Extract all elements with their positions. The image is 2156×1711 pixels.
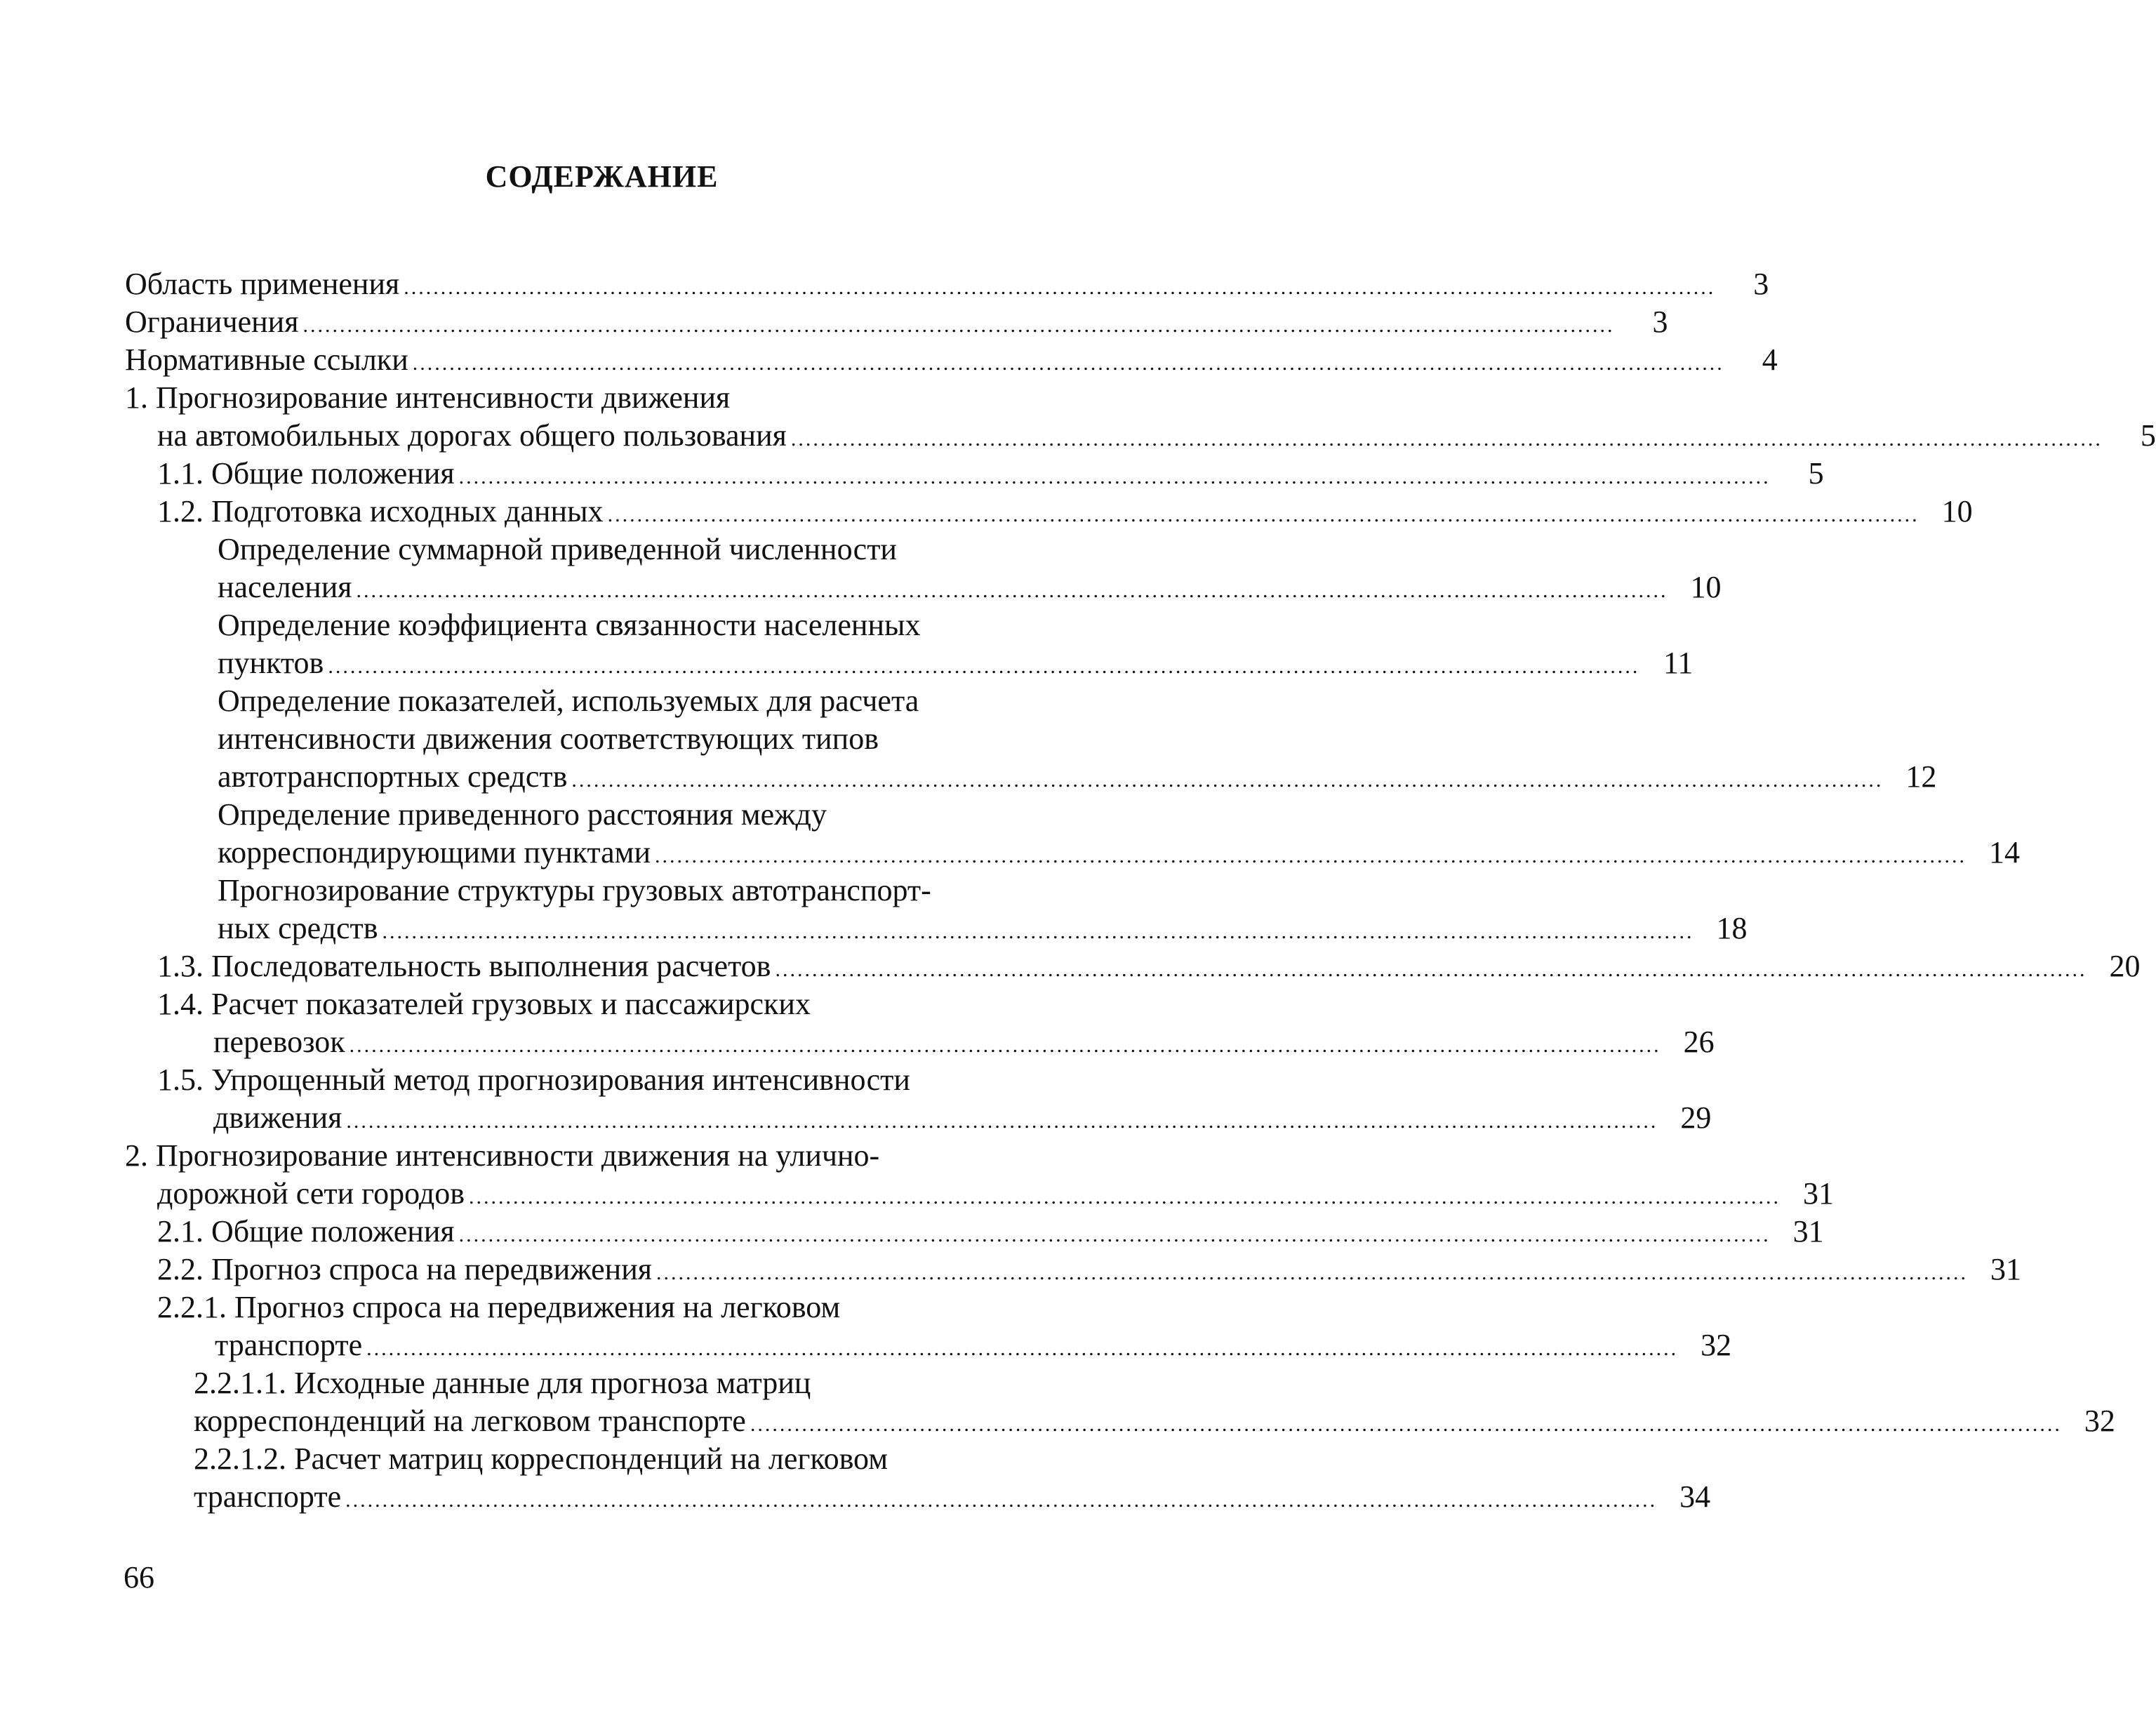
- toc-entry-title: перевозок: [213, 1025, 345, 1059]
- toc-entry: [213, 1023, 1715, 1061]
- toc-leader-dots: ..................................................................................................................................................................................: [302, 314, 1615, 337]
- toc-entry: [157, 947, 2141, 985]
- toc-entry-page: 32: [1701, 1328, 1732, 1362]
- toc-entry: [157, 1251, 2022, 1289]
- toc-leader-dots: ..................................................................................................................................................................................: [349, 1034, 1661, 1057]
- toc-entry-title: автотранспортных средств: [218, 759, 568, 794]
- toc-leader-dots: ..................................................................................................................................................................................: [790, 427, 2103, 451]
- toc-entry-title: Ограничения: [125, 305, 299, 339]
- toc-leader-dots: ..................................................................................................................................................................................: [607, 503, 1919, 526]
- toc-entry-title: Определение суммарной приведенной численности: [218, 532, 897, 566]
- toc-entry-title: 1.1. Общие положения: [157, 456, 455, 491]
- toc-entry: [218, 796, 831, 834]
- toc-entry-title: 2.1. Общие положения: [157, 1214, 455, 1249]
- toc-entry-page: 26: [1683, 1025, 1715, 1059]
- toc-entry: [218, 910, 1748, 947]
- toc-entry-title: дорожной сети городов: [157, 1176, 465, 1211]
- toc-entry: [218, 682, 923, 720]
- toc-entry-title: интенсивности движения соответствующих типов: [218, 721, 879, 756]
- toc-entry-title: 1.2. Подготовка исходных данных: [157, 494, 604, 528]
- toc-leader-dots: ..................................................................................................................................................................................: [571, 768, 1884, 792]
- toc-entry-title: транспорте: [215, 1328, 363, 1362]
- toc-leader-dots: ..................................................................................................................................................................................: [328, 655, 1640, 678]
- toc-entry: [157, 493, 1973, 531]
- page-number: 66: [124, 1560, 154, 1595]
- toc-entry-page: 5: [2140, 418, 2156, 453]
- toc-entry: [157, 417, 2156, 455]
- toc-entry-title: 1.4. Расчет показателей грузовых и пассажирских: [157, 987, 811, 1021]
- toc-entry-title: транспорте: [194, 1479, 342, 1514]
- toc-entry-title: Определение приведенного расстояния между: [218, 797, 827, 832]
- toc-entry-page: 20: [2109, 949, 2141, 983]
- toc-entry: [218, 872, 936, 910]
- toc-entry-page: 3: [1753, 267, 1769, 301]
- toc-entry-title: Определение коэффициента связанности населенных: [218, 608, 921, 642]
- toc-entry-title: Прогнозирование структуры грузовых автотранспорт-: [218, 873, 931, 907]
- toc-entry: [125, 303, 1668, 341]
- toc-entry: [157, 455, 1824, 493]
- toc-leader-dots: ..................................................................................................................................................................................: [356, 579, 1668, 602]
- toc-entry-page: 34: [1679, 1479, 1711, 1514]
- toc-entry-title: движения: [213, 1100, 342, 1135]
- toc-entry-page: 18: [1716, 911, 1748, 945]
- toc-leader-dots: ..................................................................................................................................................................................: [458, 1223, 1771, 1246]
- toc-entry-page: 29: [1680, 1100, 1712, 1135]
- toc-entry: [157, 1061, 914, 1099]
- toc-leader-dots: ..................................................................................................................................................................................: [346, 1110, 1658, 1133]
- toc-entry-page: 10: [1941, 494, 1973, 528]
- toc-entry-title: 2.2.1. Прогноз спроса на передвижения на легковом: [157, 1290, 841, 1324]
- toc-entry: [218, 834, 2021, 872]
- toc-leader-dots: ..................................................................................................................................................................................: [655, 844, 1967, 867]
- toc-entry-page: 12: [1905, 759, 1937, 794]
- toc-entry: [125, 341, 1778, 379]
- toc-entry: [218, 606, 925, 644]
- toc-entry-title: 2. Прогнозирование интенсивности движения на улично-: [125, 1138, 880, 1173]
- toc-entry: [218, 568, 1722, 606]
- toc-leader-dots: ..................................................................................................................................................................................: [366, 1337, 1679, 1360]
- toc-entry-title: корреспондирующими пунктами: [218, 835, 651, 870]
- toc-leader-dots: ..................................................................................................................................................................................: [412, 352, 1724, 375]
- toc-entry: [218, 720, 883, 758]
- toc-entry-title: населения: [218, 570, 352, 604]
- toc-entry-page: 4: [1762, 342, 1778, 377]
- toc-entry: [157, 1175, 1835, 1213]
- toc-leader-dots: ..................................................................................................................................................................................: [750, 1413, 2062, 1436]
- toc-entry: [157, 1289, 844, 1326]
- toc-leader-dots: ..................................................................................................................................................................................: [458, 465, 1771, 488]
- toc-entry-page: 32: [2084, 1404, 2115, 1438]
- toc-entry-title: ных средств: [218, 911, 378, 945]
- toc-entry: [194, 1440, 892, 1478]
- toc-entry-title: корреспонденций на легковом транспорте: [194, 1404, 746, 1438]
- toc-entry-title: Область применения: [125, 267, 400, 301]
- toc-entry: [215, 1326, 1732, 1364]
- toc-leader-dots: ..................................................................................................................................................................................: [775, 958, 2087, 981]
- toc-entry: [194, 1364, 815, 1402]
- toc-entry-title: 1.3. Последовательность выполнения расчетов: [157, 949, 771, 983]
- toc-entry-title: Определение показателей, используемых для расчета: [218, 684, 919, 718]
- toc-entry-page: 31: [1792, 1214, 1824, 1249]
- toc-entry: [194, 1478, 1711, 1516]
- toc-entry: [213, 1099, 1712, 1137]
- toc-entry: [218, 531, 901, 568]
- toc-entry-title: 1.5. Упрощенный метод прогнозирования интенсивности: [157, 1063, 910, 1097]
- toc-leader-dots: ..................................................................................................................................................................................: [469, 1185, 1781, 1209]
- toc-leader-dots: ..................................................................................................................................................................................: [382, 920, 1694, 943]
- toc-entry-page: 3: [1652, 305, 1668, 339]
- toc-entry: [125, 265, 1769, 303]
- toc-entry: [125, 1137, 884, 1175]
- toc-entry-page: 31: [1990, 1252, 2022, 1286]
- toc-entry: [125, 379, 734, 417]
- toc-entry-title: Нормативные ссылки: [125, 342, 408, 377]
- toc-entry-page: 5: [1808, 456, 1824, 491]
- toc-entry: [218, 644, 1693, 682]
- toc-leader-dots: ..................................................................................................................................................................................: [404, 276, 1716, 299]
- toc-leader-dots: ..................................................................................................................................................................................: [345, 1489, 1658, 1512]
- toc-entry-title: на автомобильных дорогах общего пользования: [157, 418, 787, 453]
- toc-entry-title: пунктов: [218, 646, 324, 680]
- toc-entry: [157, 1213, 1824, 1251]
- toc-entry-title: 2.2. Прогноз спроса на передвижения: [157, 1252, 653, 1286]
- page-title: СОДЕРЖАНИЕ: [485, 159, 719, 194]
- toc-entry-page: 14: [1989, 835, 2021, 870]
- toc-entry: [194, 1402, 2115, 1440]
- toc-entry-title: 2.2.1.1. Исходные данные для прогноза матриц: [194, 1366, 811, 1400]
- toc-leader-dots: ..................................................................................................................................................................................: [656, 1261, 1969, 1284]
- toc-entry-title: 2.2.1.2. Расчет матриц корреспонденций на легковом: [194, 1442, 889, 1476]
- toc-entry-page: 10: [1690, 570, 1722, 604]
- toc-entry: [218, 758, 1937, 796]
- toc-entry: [157, 985, 815, 1023]
- toc-entry-page: 11: [1663, 646, 1693, 680]
- toc-entry-title: 1. Прогнозирование интенсивности движения: [125, 380, 731, 415]
- toc-entry-page: 31: [1803, 1176, 1835, 1211]
